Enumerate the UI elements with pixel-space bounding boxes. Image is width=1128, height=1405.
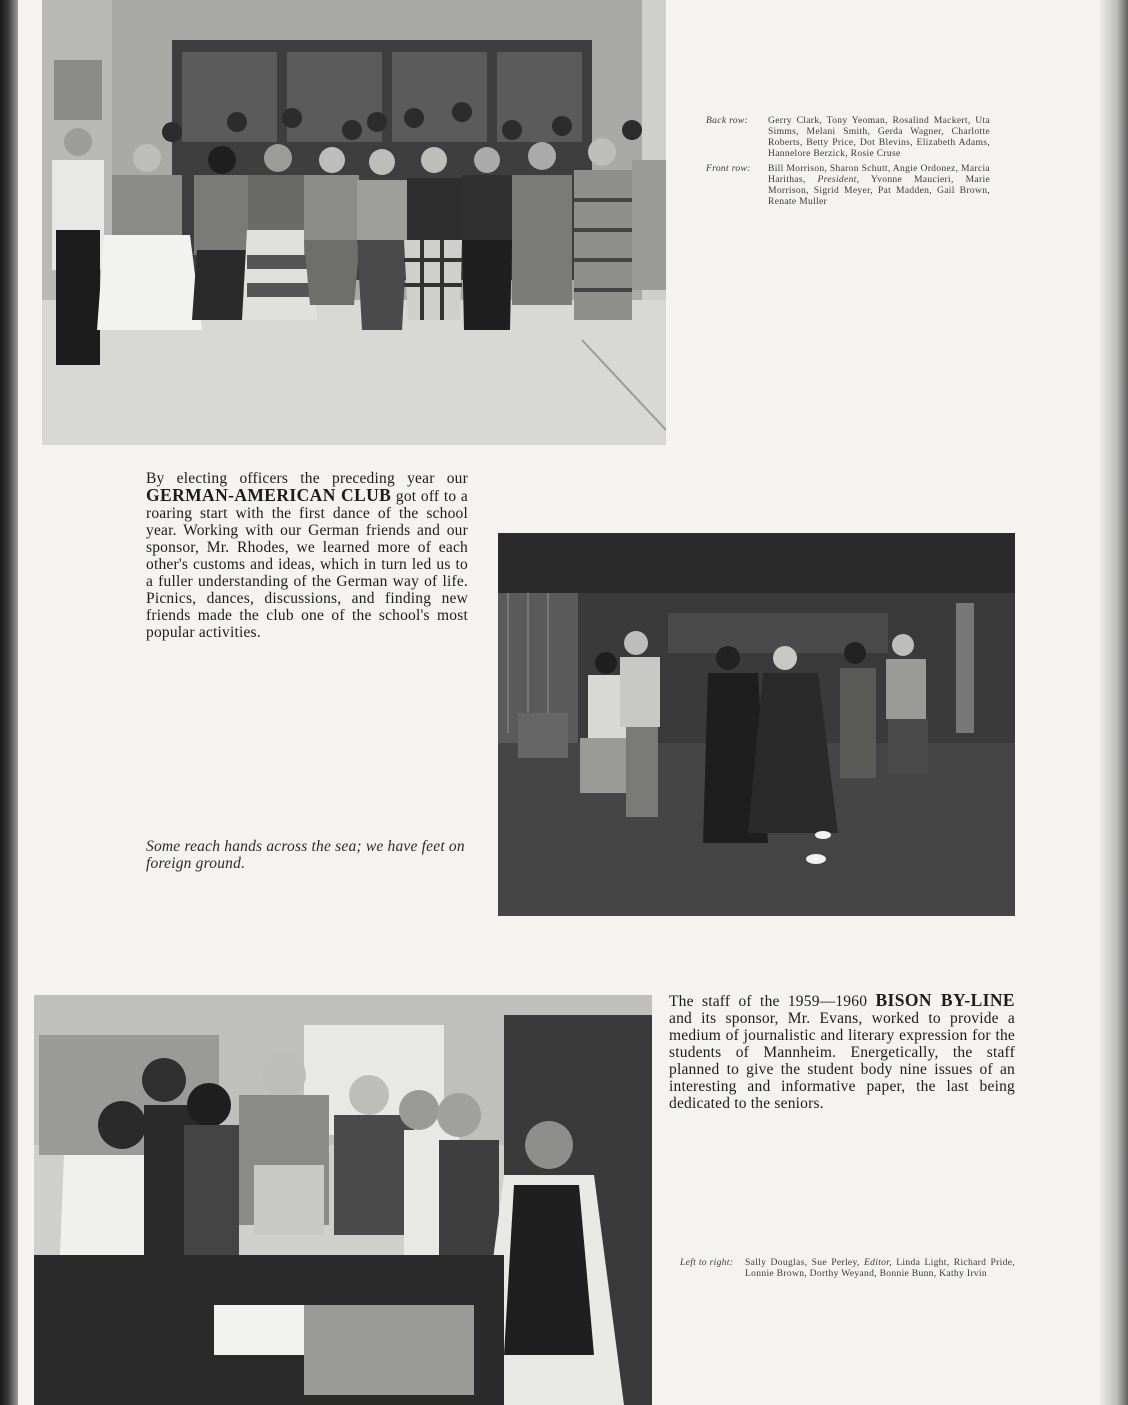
paper-name: BISON BY-LINE: [875, 990, 1015, 1010]
caption-role: Editor,: [863, 1257, 892, 1268]
club-name: GERMAN-AMERICAN CLUB: [146, 485, 392, 505]
caption-names: Gerry Clark, Tony Yeoman, Rosalind Mackert, Uta Simms, Melani Smith, Gerda Wagner, Charlotte Roberts, Betty Price, Dot Blevins, Elizabeth Adams, Hannelore Berzick, Rosie Cruse: [768, 115, 990, 159]
dance-photo: [498, 533, 1015, 916]
page-binding-shadow: [0, 0, 18, 1405]
club-caption-front-row: [706, 163, 996, 208]
page-edge-shadow: [1100, 0, 1128, 1405]
caption-names: Bill Morrison, Sharon Schutt, Angie Ordonez, Marcia Harithas, President, Yvonne Maucieri, Marie Morrison, Sigrid Meyer, Pat Madden, Gail Brown, Renate Muller: [768, 163, 991, 207]
caption-label: Back row:: [706, 115, 749, 126]
caption-role: President,: [817, 174, 860, 185]
club-group-photo: [42, 0, 666, 445]
byline-paragraph: The staff of the 1959—1960 BISON BY-LINE and its sponsor, Mr. Evans, worked to provide a medium of journalistic and literary expression for the students of Mannheim. Energetically, the staff planned to give the student body nine issues of an interesting and informative paper, the last being dedicated to the seniors.: [669, 990, 1015, 1112]
club-caption-back-row: [706, 115, 996, 160]
staff-caption: [680, 1257, 1020, 1297]
staff-photo: [34, 995, 652, 1405]
caption-names: Sally Douglas, Sue Perley, Editor, Linda Light, Richard Pride, Lonnie Brown, Dorthy Weyand, Bonnie Bunn, Kathy Irvin: [745, 1257, 1015, 1279]
club-paragraph: By electing officers the preceding year our GERMAN-AMERICAN CLUB got off to a roaring start with the first dance of the school year. Working with our German friends and our sponsor, Mr. Rhodes, we learned more of each other's customs and ideas, which in turn led us to a fuller understanding of the German way of life. Picnics, dances, discussions, and finding new friends made the club one of the school's most popular activities.: [146, 470, 469, 641]
dance-caption: Some reach hands across the sea; we have feet on foreign ground.: [146, 838, 465, 872]
caption-label: Front row:: [706, 163, 751, 174]
caption-label: Left to right:: [680, 1257, 734, 1268]
